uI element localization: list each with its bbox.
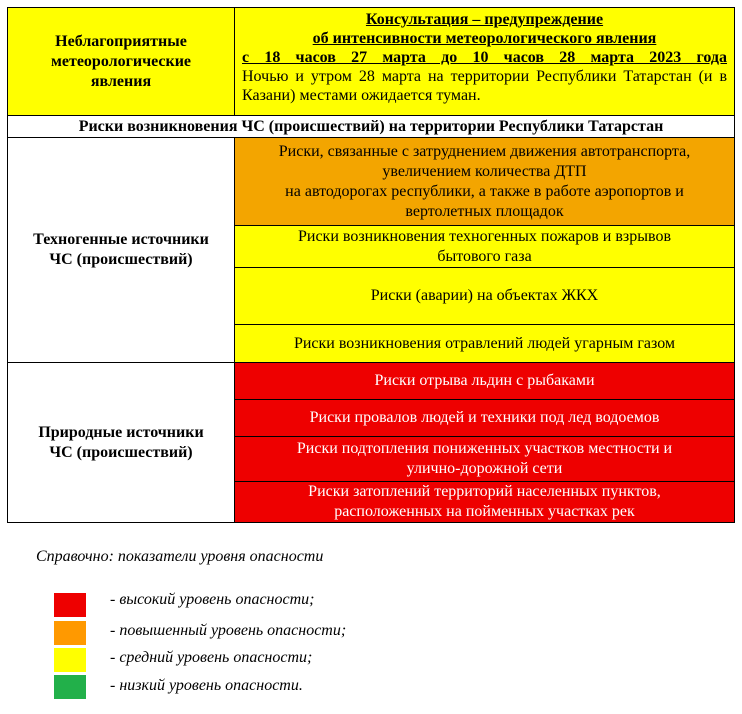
natural-sources-label xyxy=(7,362,235,523)
phenomena-header-line: явления xyxy=(90,72,152,90)
risk-line: Риски возникновения техногенных пожаров и взрывов xyxy=(297,227,671,245)
phenomena-header-line: Неблагоприятные xyxy=(55,32,187,50)
risk-ice-failure xyxy=(234,399,735,437)
legend-label-high: - высокий уровень опасности; xyxy=(110,591,315,608)
consultation-title: Консультация – предупреждение xyxy=(365,11,604,28)
technogenic-label-line: Техногенные источники xyxy=(33,231,209,248)
legend-label-medium: - средний уровень опасности; xyxy=(110,649,313,666)
consultation-cell xyxy=(234,7,735,116)
risk-flooding-low xyxy=(234,436,735,482)
legend-label-elevated: - повышенный уровень опасности; xyxy=(110,622,347,639)
risk-table xyxy=(7,7,735,523)
legend-swatch-elevated xyxy=(54,621,86,645)
medium-level-swatch xyxy=(54,648,86,672)
forecast-period: с 18 часов 27 марта до 10 часов 28 марта 2023 года xyxy=(242,49,727,66)
risk-fires xyxy=(234,225,735,268)
phenomena-header xyxy=(7,7,235,116)
risk-line: Риски подтопления пониженных участков местности и xyxy=(296,440,673,457)
legend-swatch-low xyxy=(54,675,86,699)
risk-utilities xyxy=(234,267,735,325)
low-level-swatch xyxy=(54,675,86,699)
risk-line: улично-дорожной сети xyxy=(406,460,563,477)
risk-line: Риски отрыва льдин с рыбаками xyxy=(374,372,595,389)
risk-line: на автодорогах республики, а также в работе аэропортов и xyxy=(285,182,684,200)
legend-swatch-high xyxy=(54,593,86,617)
risk-line: бытового газа xyxy=(437,247,532,265)
risk-carbon-monoxide xyxy=(234,324,735,363)
risks-title xyxy=(7,115,735,138)
consultation-subtitle: об интенсивности метеорологического явления xyxy=(312,30,657,47)
risk-line: Риски, связанные с затруднением движения автотранспорта, xyxy=(278,142,691,160)
natural-label-line: Природные источники xyxy=(38,423,204,441)
legend-label-low: - низкий уровень опасности. xyxy=(110,677,303,694)
technogenic-sources-label xyxy=(7,137,235,363)
elevated-level-swatch xyxy=(54,621,86,645)
legend-title: Справочно: показатели уровня опасности xyxy=(36,548,324,565)
risk-line: вертолетных площадок xyxy=(405,202,564,220)
high-level-swatch xyxy=(54,593,86,617)
risk-ice-floes xyxy=(234,362,735,400)
natural-label-line: ЧС (происшествий) xyxy=(49,443,193,461)
risk-floodplain xyxy=(234,481,735,523)
legend-swatch-medium xyxy=(54,648,86,672)
risk-line: Риски (аварии) на объектах ЖКХ xyxy=(370,287,599,304)
technogenic-label-line: ЧС (происшествий) xyxy=(49,251,193,268)
risk-line: расположенных на пойменных участках рек xyxy=(334,503,635,520)
forecast-text: Ночью и утром 28 марта на территории Республики Татарстан (и в Казани) местами ожидается туман. xyxy=(242,68,727,104)
risk-line: Риски провалов людей и техники под лед водоемов xyxy=(309,409,660,426)
risk-line: Риски возникновения отравлений людей угарным газом xyxy=(293,334,676,352)
phenomena-header-line: метеорологические xyxy=(50,52,192,70)
risk-line: увеличением количества ДТП xyxy=(382,162,587,180)
risks-title-text: Риски возникновения ЧС (происшествий) на территории Республики Татарстан xyxy=(78,117,664,135)
risk-traffic xyxy=(234,137,735,226)
risk-line: Риски затоплений территорий населенных пунктов, xyxy=(308,483,661,500)
